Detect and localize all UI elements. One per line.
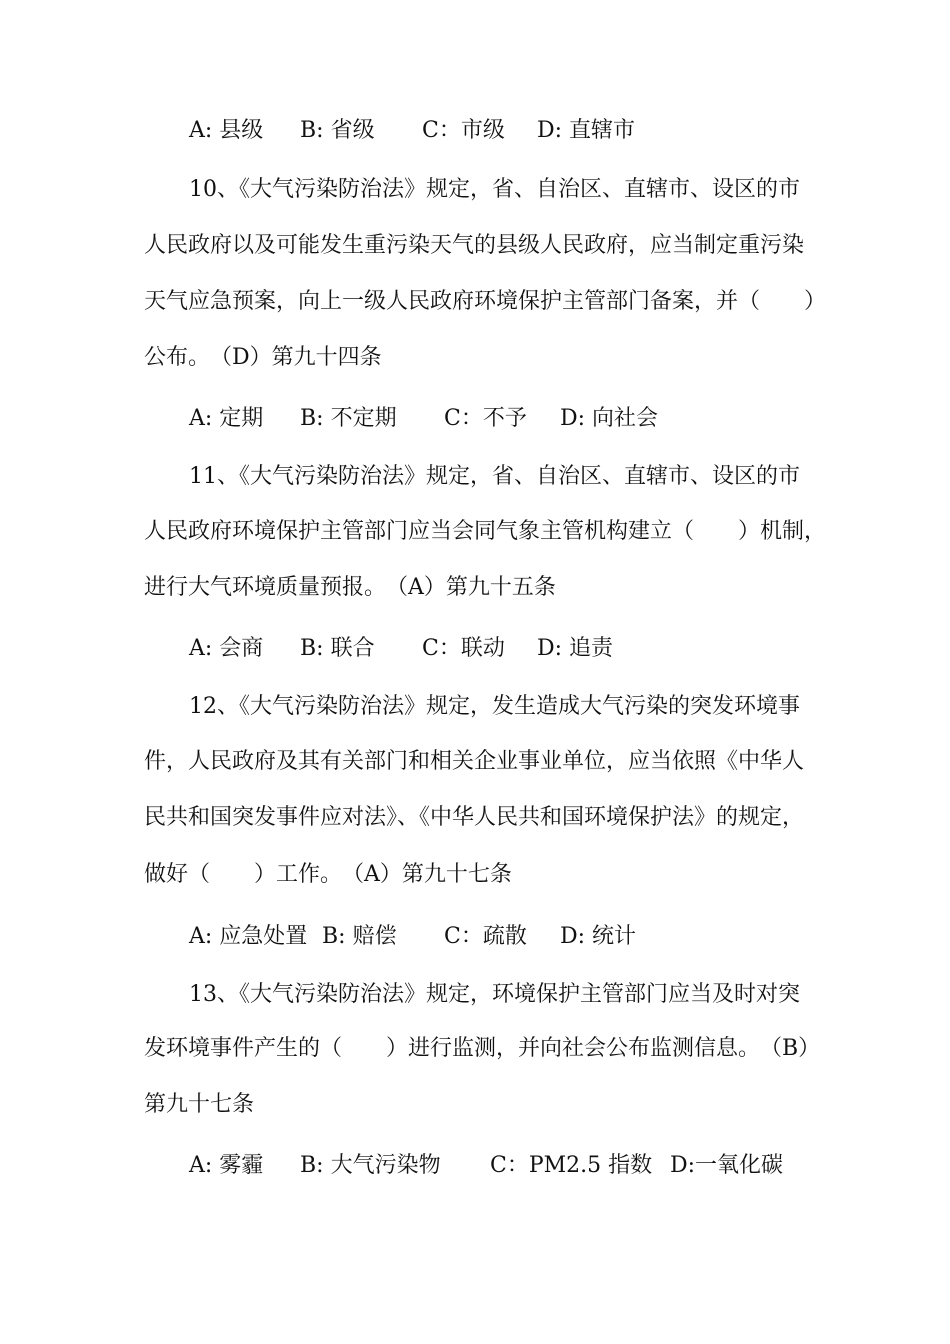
option-d: D: 追责 <box>537 636 614 661</box>
option-a: A: 雾霾 <box>189 1153 264 1178</box>
option-a: A: 应急处置 <box>189 924 308 949</box>
option-b: B: 赔偿 <box>322 924 397 949</box>
option-a: A: 定期 <box>189 406 264 431</box>
question-text-line: 件，人民政府及其有关部门和相关企业事业单位，应当依照《中华人 <box>144 749 805 774</box>
question-text-line: 发环境事件产生的（ ）进行监测，并向社会公布监测信息。 （B） <box>144 1036 821 1061</box>
option-b: B: 不定期 <box>300 406 397 431</box>
option-c: C：不予 <box>444 406 527 431</box>
option-b: B: 联合 <box>300 636 375 661</box>
question-text-line: 民共和国突发事件应对法》、《中华人民共和国环境保护法》的规定， <box>144 805 805 830</box>
question-text-line: 进行大气环境质量预报。 （A）第九十五条 <box>144 575 556 600</box>
option-b: B: 大气污染物 <box>300 1153 441 1178</box>
option-d: D:一氧化碳 <box>670 1153 784 1178</box>
option-d: D: 统计 <box>560 924 637 949</box>
option-a: A: 县级 <box>189 118 264 143</box>
question-text-line: 12、《大气污染防治法》规定，发生造成大气污染的突发环境事 <box>189 694 800 719</box>
question-text-line: 人民政府环境保护主管部门应当会同气象主管机构建立（ ）机制， <box>144 519 827 544</box>
option-d: D: 直辖市 <box>537 118 636 143</box>
question-text-line: 13、《大气污染防治法》规定，环境保护主管部门应当及时对突 <box>189 982 800 1007</box>
question-text-line: 人民政府以及可能发生重污染天气的县级人民政府，应当制定重污染 <box>144 233 805 258</box>
option-b: B: 省级 <box>300 118 375 143</box>
option-c: C：PM2.5 指数 <box>490 1153 653 1178</box>
question-text-line: 11、《大气污染防治法》规定，省、自治区、直辖市、设区的市 <box>189 464 800 489</box>
question-text-line: 天气应急预案，向上一级人民政府环境保护主管部门备案，并（ ） <box>144 289 827 314</box>
option-a: A: 会商 <box>189 636 264 661</box>
option-d: D: 向社会 <box>560 406 659 431</box>
option-c: C：联动 <box>422 636 505 661</box>
question-text-line: 10、《大气污染防治法》规定，省、自治区、直辖市、设区的市 <box>189 177 800 202</box>
question-text-line: 公布。 （D）第九十四条 <box>144 345 382 370</box>
option-c: C：市级 <box>422 118 505 143</box>
option-c: C：疏散 <box>444 924 527 949</box>
question-text-line: 第九十七条 <box>144 1092 255 1117</box>
question-text-line: 做好（ ）工作。 （A）第九十七条 <box>144 862 512 887</box>
